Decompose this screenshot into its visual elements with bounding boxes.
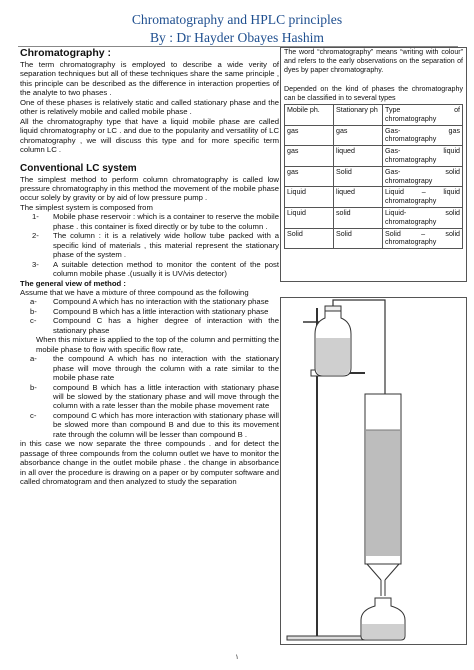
table-cell: Solid: [334, 228, 383, 249]
column-tip: [385, 564, 399, 580]
list-item: c- Compound C has a higher degree of interaction with the stationary phase: [30, 316, 279, 335]
table-row: [285, 125, 463, 146]
behaviour-list: [20, 354, 279, 439]
table-cell: Gas- solid chromatograpy: [383, 166, 463, 187]
chromatography-types-table: [284, 104, 463, 249]
list-item: b- compound B which has a little interaction with stationary phase will be slowed by the stationary phase and will move through the column with a rate lesser than the mobile phase movement rate: [30, 382, 279, 411]
table-cell: liqued: [334, 187, 383, 208]
table-header-cell: Stationary ph: [334, 105, 383, 126]
stand-base: [287, 636, 365, 640]
collected-liquid: [362, 624, 404, 639]
table-cell: Gas- liquid chromatography: [383, 146, 463, 167]
apparatus-illustration: [281, 298, 466, 644]
table-header-cell: Mobile ph.: [285, 105, 334, 126]
table-header-row: [285, 105, 463, 126]
table-row: [285, 187, 463, 208]
table-row: [285, 166, 463, 187]
table-cell: gas: [285, 146, 334, 167]
heading-general-view: The general view of method :: [20, 278, 126, 288]
table-row: [285, 228, 463, 249]
paragraph: in this case we now separate the three compounds . and for detect the passage of three compounds from the column outlet we have to monitor the absorbance change in the outlet mobile phase . the change in absorbance in all over the procedure is drawing on a paper or by computer software and called chromatogram and then analyzed to study the separation: [20, 439, 279, 487]
table-cell: gas: [285, 125, 334, 146]
reservoir-cap: [325, 306, 341, 311]
table-cell: Solid: [285, 228, 334, 249]
table-cell: Liquid – liquid chromatography: [383, 187, 463, 208]
list-item: c- compound C which has more interaction with stationary phase will be slowed more than compound B and due to this its movement rate through the column will be lesser than compound B .: [30, 410, 279, 439]
table-cell: Solid: [334, 166, 383, 187]
table-cell: gas: [334, 125, 383, 146]
paragraph: The simplest method to perform column chromatography is called low pressure chromatography in this method the movement of the mobile phase occur solely by gravity or by aid of low pressure pump .: [20, 174, 279, 203]
list-item: 1- Mobile phase reservoir : which is a container to reserve the mobile phase . this container is fixed directly or by tube to the column .: [32, 212, 279, 231]
reservoir-liquid: [316, 338, 350, 375]
table-cell: gas: [285, 166, 334, 187]
heading-conventional-lc: Conventional LC system: [20, 162, 137, 174]
list-item: a- the compound A which has no interaction with the stationary phase will move through the column with a rate similar to the mobile phase rate: [30, 354, 279, 383]
table-cell: Gas- gas chromatography: [383, 125, 463, 146]
table-row: [285, 207, 463, 228]
paragraph: One of these phases is relatively static and called stationary phase and the other is relatively mobile and called mobile phase .: [20, 97, 279, 117]
paragraph: All the chromatography type that have a liquid mobile phase are called liquid chromatography or LC . and due to the popularity and versatility of LC chromatography , we will discuss this type and for more specific term column LC .: [20, 116, 279, 155]
table-header-cell: Type of chromatography: [383, 105, 463, 126]
table-cell: solid: [334, 207, 383, 228]
table-cell: Liquid- solid chromatography: [383, 207, 463, 228]
page-number: ١: [235, 654, 239, 661]
column-tip: [367, 564, 381, 580]
table-cell: Liquid: [285, 187, 334, 208]
list-item: 2- The column : it is a relatively wide hollow tube packed with a specific kind of materials , this material represent the stationary phase of the system .: [32, 231, 279, 260]
left-column: [20, 47, 279, 486]
table-row: [285, 146, 463, 167]
heading-chromatography: Chromatography :: [20, 47, 112, 59]
list-item: b- Compound B which has a little interaction with stationary phase: [30, 306, 269, 316]
paragraph: When this mixture is applied to the top of the column and permitting the mobile phase to flow with specific flow rate,: [36, 335, 279, 354]
table-cell: liqued: [334, 146, 383, 167]
sidebar-box: [280, 47, 467, 282]
sidebar-paragraph: The word “chromatography” means “writing with colour” and refers to the early observations on the separation of dyes by paper chromatography.: [284, 48, 463, 75]
table-cell: Liquid: [285, 207, 334, 228]
list-item: a- Compound A which has no interaction with the stationary phase: [30, 297, 269, 307]
list-item: 3- A suitable detection method to monitor the content of the post column mobile phase .(usually it is UV/vis detector): [32, 259, 279, 279]
document-title: Chromatography and HPLC principles: [131, 12, 343, 27]
sidebar-paragraph: Depended on the kind of phases the chromatography can be classified in to several types: [284, 84, 463, 102]
paragraph: Assume that we have a mixture of three compound as the following: [20, 287, 249, 297]
components-list: [20, 212, 279, 278]
document-author: By : Dr Hayder Obayes Hashim: [149, 30, 325, 45]
stationary-phase: [366, 430, 400, 556]
table-cell: Solid – solid chromatography: [383, 228, 463, 249]
column-chromatography-figure: [280, 297, 467, 645]
compounds-list: [20, 297, 279, 335]
paragraph: The simplest system is composed from: [20, 202, 153, 212]
paragraph: The term chromatography is employed to describe a wide verity of separation techniques but all of these techniques share the same principle , this principle can be described as the difference in interaction properties of the analyte to two phases .: [20, 60, 279, 98]
